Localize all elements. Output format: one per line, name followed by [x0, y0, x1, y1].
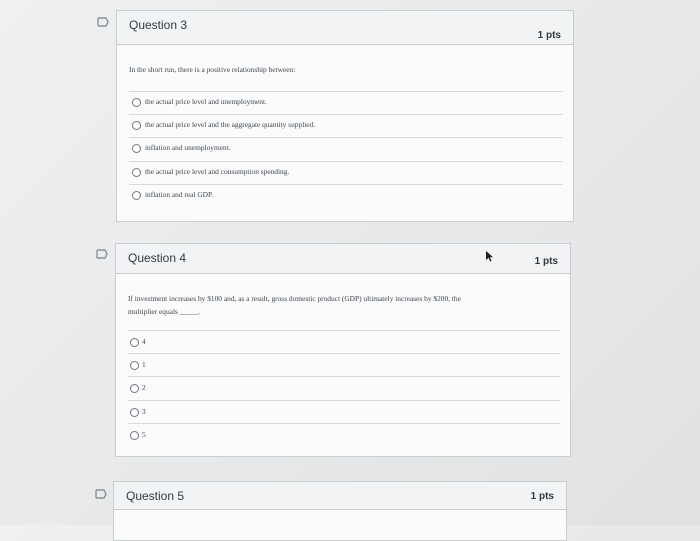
answer-option[interactable]: [129, 161, 563, 183]
radio-button[interactable]: [130, 384, 139, 393]
answer-option[interactable]: [128, 330, 560, 352]
answer-option[interactable]: [129, 184, 563, 206]
radio-button[interactable]: [132, 121, 141, 130]
answer-option[interactable]: [128, 376, 560, 398]
answer-option[interactable]: [128, 353, 560, 375]
answer-option[interactable]: [128, 400, 560, 422]
answer-label: the actual price level and consumption spending.: [145, 167, 290, 176]
question-3-card: [116, 10, 574, 222]
question-title: Question 3: [129, 18, 188, 32]
answer-option[interactable]: [129, 137, 563, 159]
question-prompt: [128, 292, 461, 318]
flag-icon[interactable]: [97, 17, 109, 27]
question-prompt-line: If investment increases by $100 and, as a result, gross domestic product (GDP) ultimately increases by $200, the: [128, 294, 461, 303]
question-title: Question 5: [126, 489, 185, 503]
flag-icon[interactable]: [95, 489, 107, 499]
question-5-card: [113, 481, 567, 541]
answer-label: the actual price level and the aggregate quantity supplied.: [145, 120, 316, 129]
answer-label: inflation and real GDP.: [145, 190, 214, 199]
answer-option[interactable]: [129, 114, 563, 136]
flag-icon[interactable]: [96, 249, 108, 259]
question-prompt: In the short run, there is a positive relationship between:: [129, 65, 296, 74]
question-points: 1 pts: [537, 30, 561, 41]
answer-option[interactable]: [129, 91, 563, 113]
answer-label: the actual price level and unemployment.: [145, 97, 267, 106]
radio-button[interactable]: [132, 168, 141, 177]
question-prompt-line: multiplier equals _____.: [128, 307, 201, 316]
radio-button[interactable]: [130, 338, 139, 347]
question-4-header: [116, 244, 570, 274]
question-points: 1 pts: [534, 256, 558, 267]
radio-button[interactable]: [130, 408, 139, 417]
mouse-pointer-icon: [486, 251, 494, 262]
answer-label: 3: [142, 407, 146, 416]
radio-button[interactable]: [130, 361, 139, 370]
radio-button[interactable]: [132, 98, 141, 107]
answer-label: 2: [142, 383, 146, 392]
answer-option[interactable]: [128, 423, 560, 445]
radio-button[interactable]: [132, 144, 141, 153]
answer-label: inflation and unemployment.: [145, 143, 231, 152]
radio-button[interactable]: [130, 431, 139, 440]
answer-label: 1: [142, 360, 146, 369]
question-5-header: [114, 482, 566, 510]
answer-label: 4: [142, 337, 146, 346]
question-3-header: [117, 11, 573, 45]
radio-button[interactable]: [132, 191, 141, 200]
answer-label: 5: [142, 430, 146, 439]
question-title: Question 4: [128, 251, 187, 265]
question-points: 1 pts: [530, 491, 554, 502]
question-4-card: [115, 243, 571, 457]
